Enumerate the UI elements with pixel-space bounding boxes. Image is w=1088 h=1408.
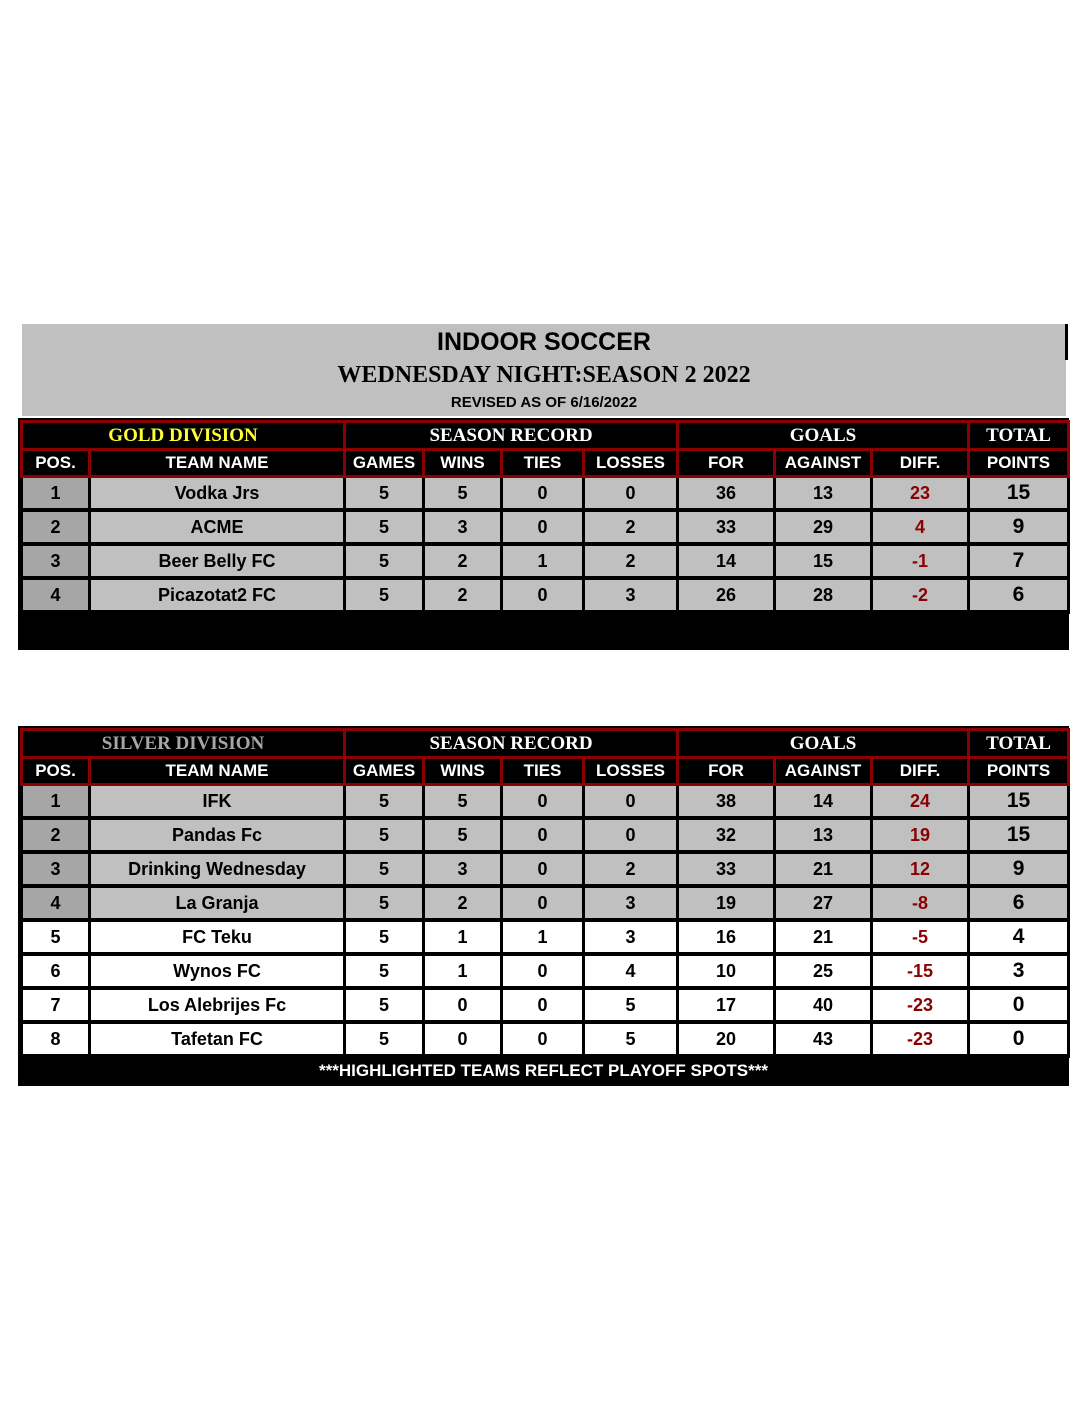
cell-wins: 0 — [424, 988, 502, 1022]
group-header-row — [22, 730, 1069, 758]
cell-pos: 2 — [22, 818, 90, 852]
column-header-ties: TIES — [502, 450, 584, 477]
cell-against: 13 — [775, 818, 872, 852]
cell-ties: 0 — [502, 510, 584, 544]
cell-team: Vodka Jrs — [90, 477, 345, 511]
cell-wins: 3 — [424, 510, 502, 544]
cell-ties: 0 — [502, 1022, 584, 1056]
table-row — [22, 510, 1069, 544]
cell-for: 10 — [678, 954, 775, 988]
cell-pos: 4 — [22, 578, 90, 612]
column-header-row — [22, 758, 1069, 785]
cell-team: Drinking Wednesday — [90, 852, 345, 886]
cell-points: 6 — [969, 886, 1069, 920]
column-header-pos: POS. — [22, 758, 90, 785]
cell-for: 17 — [678, 988, 775, 1022]
cell-diff: 19 — [872, 818, 969, 852]
cell-games: 5 — [345, 544, 424, 578]
cell-against: 29 — [775, 510, 872, 544]
cell-ties: 1 — [502, 544, 584, 578]
cell-losses: 4 — [584, 954, 678, 988]
cell-against: 21 — [775, 920, 872, 954]
cell-against: 21 — [775, 852, 872, 886]
cell-ties: 0 — [502, 818, 584, 852]
cell-for: 38 — [678, 785, 775, 819]
group-header-row — [22, 422, 1069, 450]
table-row — [22, 544, 1069, 578]
cell-team: IFK — [90, 785, 345, 819]
cell-pos: 5 — [22, 920, 90, 954]
cell-team: Wynos FC — [90, 954, 345, 988]
cell-ties: 0 — [502, 886, 584, 920]
cell-ties: 0 — [502, 578, 584, 612]
column-header-for: FOR — [678, 450, 775, 477]
column-header-losses: LOSSES — [584, 758, 678, 785]
cell-games: 5 — [345, 578, 424, 612]
table-row — [22, 785, 1069, 819]
cell-wins: 2 — [424, 578, 502, 612]
cell-team: La Granja — [90, 886, 345, 920]
cell-games: 5 — [345, 818, 424, 852]
column-header-diff: DIFF. — [872, 450, 969, 477]
cell-against: 13 — [775, 477, 872, 511]
table-row — [22, 954, 1069, 988]
cell-points: 0 — [969, 1022, 1069, 1056]
cell-points: 15 — [969, 818, 1069, 852]
season-record-header: SEASON RECORD — [345, 730, 678, 758]
column-header-team-name: TEAM NAME — [90, 758, 345, 785]
column-header-losses: LOSSES — [584, 450, 678, 477]
standings-header — [22, 324, 1066, 416]
cell-games: 5 — [345, 954, 424, 988]
cell-points: 9 — [969, 510, 1069, 544]
cell-for: 19 — [678, 886, 775, 920]
table-row — [22, 578, 1069, 612]
cell-ties: 0 — [502, 988, 584, 1022]
cell-games: 5 — [345, 510, 424, 544]
cell-points: 15 — [969, 477, 1069, 511]
column-header-games: GAMES — [345, 758, 424, 785]
total-header: TOTAL — [969, 422, 1069, 450]
cell-wins: 1 — [424, 954, 502, 988]
cell-against: 27 — [775, 886, 872, 920]
table-row — [22, 852, 1069, 886]
cell-points: 3 — [969, 954, 1069, 988]
cell-ties: 1 — [502, 920, 584, 954]
cell-pos: 3 — [22, 852, 90, 886]
column-header-points: POINTS — [969, 450, 1069, 477]
gold-standings-table — [20, 420, 1070, 614]
cell-wins: 0 — [424, 1022, 502, 1056]
cell-wins: 5 — [424, 477, 502, 511]
column-header-pos: POS. — [22, 450, 90, 477]
cell-losses: 3 — [584, 920, 678, 954]
cell-losses: 5 — [584, 1022, 678, 1056]
cell-pos: 1 — [22, 477, 90, 511]
cell-team: FC Teku — [90, 920, 345, 954]
cell-pos: 4 — [22, 886, 90, 920]
cell-ties: 0 — [502, 954, 584, 988]
column-header-games: GAMES — [345, 450, 424, 477]
cell-points: 7 — [969, 544, 1069, 578]
cell-team: Pandas Fc — [90, 818, 345, 852]
cell-team: Beer Belly FC — [90, 544, 345, 578]
silver-division-block — [18, 726, 1069, 1086]
cell-games: 5 — [345, 920, 424, 954]
column-header-for: FOR — [678, 758, 775, 785]
cell-losses: 5 — [584, 988, 678, 1022]
cell-losses: 2 — [584, 852, 678, 886]
silver-standings-table — [20, 728, 1070, 1058]
column-header-against: AGAINST — [775, 450, 872, 477]
page-subtitle: WEDNESDAY NIGHT:SEASON 2 2022 — [337, 362, 751, 388]
cell-games: 5 — [345, 1022, 424, 1056]
cell-pos: 7 — [22, 988, 90, 1022]
table-row — [22, 988, 1069, 1022]
goals-header: GOALS — [678, 422, 969, 450]
column-header-row — [22, 450, 1069, 477]
cell-diff: 23 — [872, 477, 969, 511]
cell-diff: 4 — [872, 510, 969, 544]
cell-for: 32 — [678, 818, 775, 852]
column-header-points: POINTS — [969, 758, 1069, 785]
table-row — [22, 920, 1069, 954]
cell-losses: 0 — [584, 785, 678, 819]
column-header-against: AGAINST — [775, 758, 872, 785]
cell-team: Los Alebrijes Fc — [90, 988, 345, 1022]
cell-wins: 1 — [424, 920, 502, 954]
cell-for: 14 — [678, 544, 775, 578]
cell-games: 5 — [345, 785, 424, 819]
cell-diff: -23 — [872, 1022, 969, 1056]
table-row — [22, 477, 1069, 511]
column-header-wins: WINS — [424, 450, 502, 477]
division-name: GOLD DIVISION — [22, 422, 345, 450]
cell-team: Picazotat2 FC — [90, 578, 345, 612]
cell-against: 25 — [775, 954, 872, 988]
cell-diff: -2 — [872, 578, 969, 612]
cell-wins: 3 — [424, 852, 502, 886]
cell-wins: 2 — [424, 886, 502, 920]
column-header-diff: DIFF. — [872, 758, 969, 785]
cell-against: 40 — [775, 988, 872, 1022]
cell-for: 20 — [678, 1022, 775, 1056]
cell-diff: -5 — [872, 920, 969, 954]
column-header-team-name: TEAM NAME — [90, 450, 345, 477]
cell-pos: 6 — [22, 954, 90, 988]
cell-diff: 12 — [872, 852, 969, 886]
cell-points: 9 — [969, 852, 1069, 886]
table-row — [22, 1022, 1069, 1056]
cell-losses: 2 — [584, 544, 678, 578]
page-title: INDOOR SOCCER — [437, 328, 651, 356]
cell-ties: 0 — [502, 852, 584, 886]
cell-losses: 3 — [584, 886, 678, 920]
cell-team: Tafetan FC — [90, 1022, 345, 1056]
cell-diff: -15 — [872, 954, 969, 988]
season-record-header: SEASON RECORD — [345, 422, 678, 450]
cell-losses: 2 — [584, 510, 678, 544]
cell-against: 14 — [775, 785, 872, 819]
total-header: TOTAL — [969, 730, 1069, 758]
table-row — [22, 818, 1069, 852]
cell-diff: 24 — [872, 785, 969, 819]
revised-date: REVISED AS OF 6/16/2022 — [450, 394, 638, 411]
cell-for: 33 — [678, 510, 775, 544]
cell-pos: 2 — [22, 510, 90, 544]
cell-wins: 5 — [424, 818, 502, 852]
cell-pos: 1 — [22, 785, 90, 819]
column-header-ties: TIES — [502, 758, 584, 785]
cell-diff: -1 — [872, 544, 969, 578]
cell-games: 5 — [345, 477, 424, 511]
cell-games: 5 — [345, 852, 424, 886]
table-row — [22, 886, 1069, 920]
cell-for: 16 — [678, 920, 775, 954]
cell-diff: -8 — [872, 886, 969, 920]
cell-wins: 5 — [424, 785, 502, 819]
cell-losses: 3 — [584, 578, 678, 612]
gold-division-block — [18, 418, 1069, 650]
goals-header: GOALS — [678, 730, 969, 758]
cell-ties: 0 — [502, 477, 584, 511]
cell-wins: 2 — [424, 544, 502, 578]
cell-losses: 0 — [584, 477, 678, 511]
cell-against: 15 — [775, 544, 872, 578]
cell-against: 43 — [775, 1022, 872, 1056]
cell-games: 5 — [345, 988, 424, 1022]
column-header-wins: WINS — [424, 758, 502, 785]
division-name: SILVER DIVISION — [22, 730, 345, 758]
cell-games: 5 — [345, 886, 424, 920]
cell-pos: 8 — [22, 1022, 90, 1056]
cell-for: 26 — [678, 578, 775, 612]
cell-against: 28 — [775, 578, 872, 612]
playoff-note: ***HIGHLIGHTED TEAMS REFLECT PLAYOFF SPOTS*** — [319, 1061, 768, 1080]
cell-for: 33 — [678, 852, 775, 886]
cell-points: 0 — [969, 988, 1069, 1022]
cell-points: 4 — [969, 920, 1069, 954]
cell-points: 6 — [969, 578, 1069, 612]
cell-losses: 0 — [584, 818, 678, 852]
cell-diff: -23 — [872, 988, 969, 1022]
cell-team: ACME — [90, 510, 345, 544]
cell-for: 36 — [678, 477, 775, 511]
cell-points: 15 — [969, 785, 1069, 819]
cell-ties: 0 — [502, 785, 584, 819]
cell-pos: 3 — [22, 544, 90, 578]
